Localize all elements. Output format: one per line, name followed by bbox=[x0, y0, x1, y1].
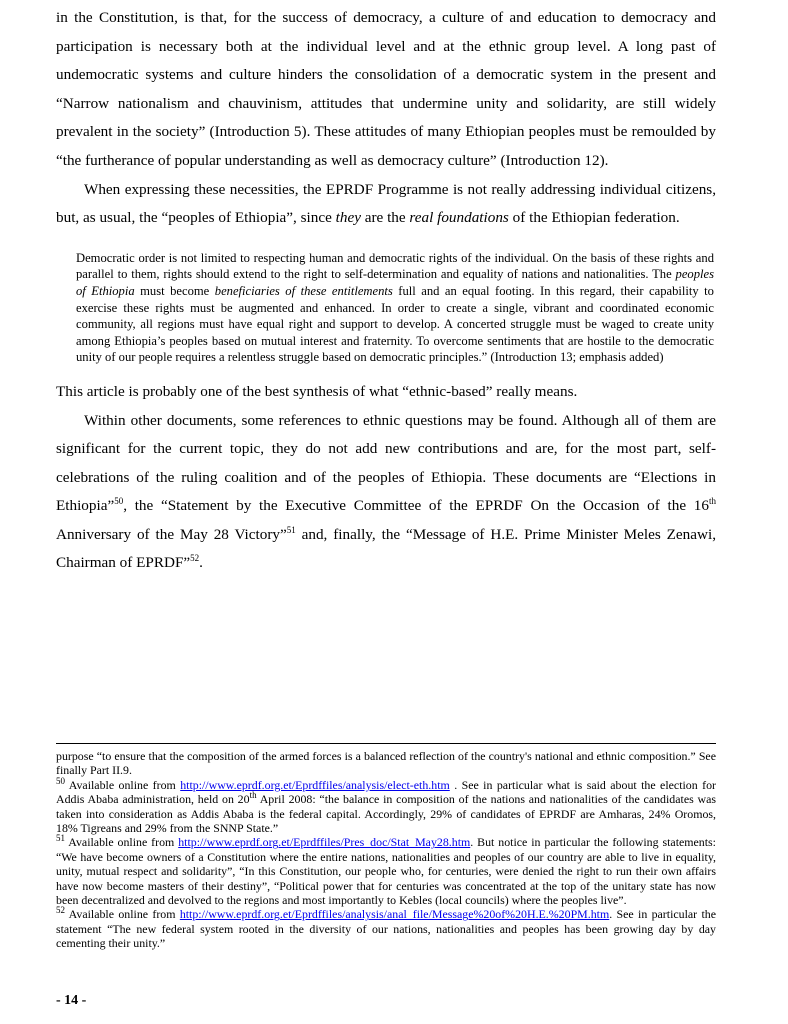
text: must become bbox=[134, 283, 215, 298]
text: are the bbox=[360, 209, 410, 227]
footnote-ref-52[interactable]: 52 bbox=[190, 553, 200, 564]
ordinal-suffix: th bbox=[249, 790, 257, 801]
emphasis-they: they bbox=[335, 209, 361, 227]
ordinal-suffix: th bbox=[708, 496, 716, 507]
footnote-52 bbox=[56, 907, 716, 950]
text: Anniversary of the May 28 Victory” bbox=[56, 525, 287, 543]
text: Available online from bbox=[65, 777, 181, 792]
paragraph-constitution: in the Constitution, is that, for the success of democracy, a culture of and education to democracy and participation is necessary both at the individual level and at the ethnic group level. A long past of undemocratic systems and culture hinders the consolidation of a democratic system in the present and “Narrow nationalism and chauvinism, attitudes that undermine unity and solidarity, are still widely prevalent in the society” (Introduction 5). These attitudes of many Ethiopian peoples must be remoulded by “the furtherance of popular understanding as well as democracy culture” (Introduction 12). bbox=[56, 9, 716, 169]
footnote-50 bbox=[56, 775, 716, 836]
block-quote bbox=[76, 250, 714, 366]
text: Available online from bbox=[65, 907, 180, 922]
footnote-52-link[interactable]: http://www.eprdf.org.et/Eprdffiles/analysis/anal_file/Message%20of%20H.E.%20PM.htm bbox=[179, 907, 610, 922]
footnote-ref-50[interactable]: 50 bbox=[114, 496, 124, 507]
page-body bbox=[56, 0, 716, 578]
text: of the Ethiopian federation. bbox=[508, 209, 680, 227]
text: Democratic order is not limited to respecting human and democratic rights of the individual. On the basis of these rights and parallel to them, rights should extend to the right to self-determination and equality of nations and nationalities. The bbox=[76, 250, 714, 282]
footnote-number: 50 bbox=[56, 775, 65, 786]
footnote-separator bbox=[56, 743, 716, 744]
text: Within other documents, some references to ethnic questions may be found. Although all of them are significant for the current topic, they do not add new contributions and are, for the most part, self-celebrations of the ruling coalition and of the peoples of Ethiopia. These documents are “Elections in Ethiopia” bbox=[56, 411, 716, 515]
text: . See in particular the statement “The new federal system rooted in the diversity of our nations, nationalities and peoples has been growing day by day cementing their unity.” bbox=[56, 907, 716, 951]
text: April 2008: “the balance in composition of the nations and nationalities of the candidates was taken into consideration as Addis Ababa is the federal capital. Accordingly, 29% of candidates of EPRDF are Amharas, 24% Oromos, 18% Tigreans and 29% from the SNNP State.” bbox=[56, 792, 716, 836]
page-number: - 14 - bbox=[56, 993, 87, 1008]
footnote-51 bbox=[56, 835, 716, 907]
paragraph-other-documents bbox=[56, 407, 716, 579]
text: . But notice in particular the following statements: “We have become owners of a Constitution where the entire nations, nationalities and peoples of our country are able to live in equality, unity, mutual respect and solidarity”, “In this Constitution, our people who, for centuries, were denied the right to run their own affairs have now become masters of their destiny”, “Political power that for centuries was concentrated at the top of the unitary state has now been decentralized and devolved to the regions and most importantly to Kebles (local councils) where the peoples live”. bbox=[56, 835, 716, 908]
footnote-51-link[interactable]: http://www.eprdf.org.et/Eprdffiles/Pres_doc/Stat_May28.htm bbox=[178, 835, 471, 850]
text: , the “Statement by the Executive Committee of the EPRDF On the Occasion of the 16 bbox=[123, 497, 709, 515]
emphasis-real-foundations: real foundations bbox=[409, 209, 509, 227]
paragraph-synthesis: This article is probably one of the best synthesis of what “ethnic-based” really means. bbox=[56, 382, 578, 400]
text: and, finally, the “Message of H.E. Prime Minister Meles Zenawi, Chairman of EPRDF” bbox=[56, 525, 716, 572]
footnote-number: 51 bbox=[56, 833, 65, 844]
footnote-ref-51[interactable]: 51 bbox=[286, 524, 296, 535]
emphasis-beneficiaries: beneficiaries of these entitlements bbox=[214, 283, 393, 298]
emphasis-peoples-of-ethiopia: peoples of Ethiopia bbox=[76, 267, 714, 298]
footnotes bbox=[56, 749, 716, 951]
text: Available online from bbox=[65, 835, 179, 850]
footnote-50-link[interactable]: http://www.eprdf.org.et/Eprdffiles/analysis/elect-eth.htm bbox=[180, 777, 450, 792]
footnote-number: 52 bbox=[56, 905, 65, 916]
text: . bbox=[199, 554, 203, 572]
text: full and an equal footing. In this regard, their capability to exercise these rights must be augmented and enhanced. In order to create a single, vibrant and coordinated economic community, all regions must have equal right and support to develop. A concerted struggle must be waged to create unity among Ethiopia’s peoples based on mutual interest and fraternity. To overcome sentiments that are hostile to the democratic unity of our people requires a relentless struggle based on democratic principles.” (Introduction 13; emphasis added) bbox=[76, 283, 714, 365]
text: . See in particular what is said about the election for Addis Ababa administration, held on 20 bbox=[56, 777, 716, 807]
footnote-continuation: purpose “to ensure that the composition of the armed forces is a balanced reflection of the country's national and ethnic composition.” See finally Part II.9. bbox=[56, 749, 716, 778]
paragraph-necessities bbox=[56, 176, 716, 233]
text: When expressing these necessities, the EPRDF Programme is not really addressing individual citizens, but, as usual, the “peoples of Ethiopia”, since bbox=[56, 180, 716, 227]
